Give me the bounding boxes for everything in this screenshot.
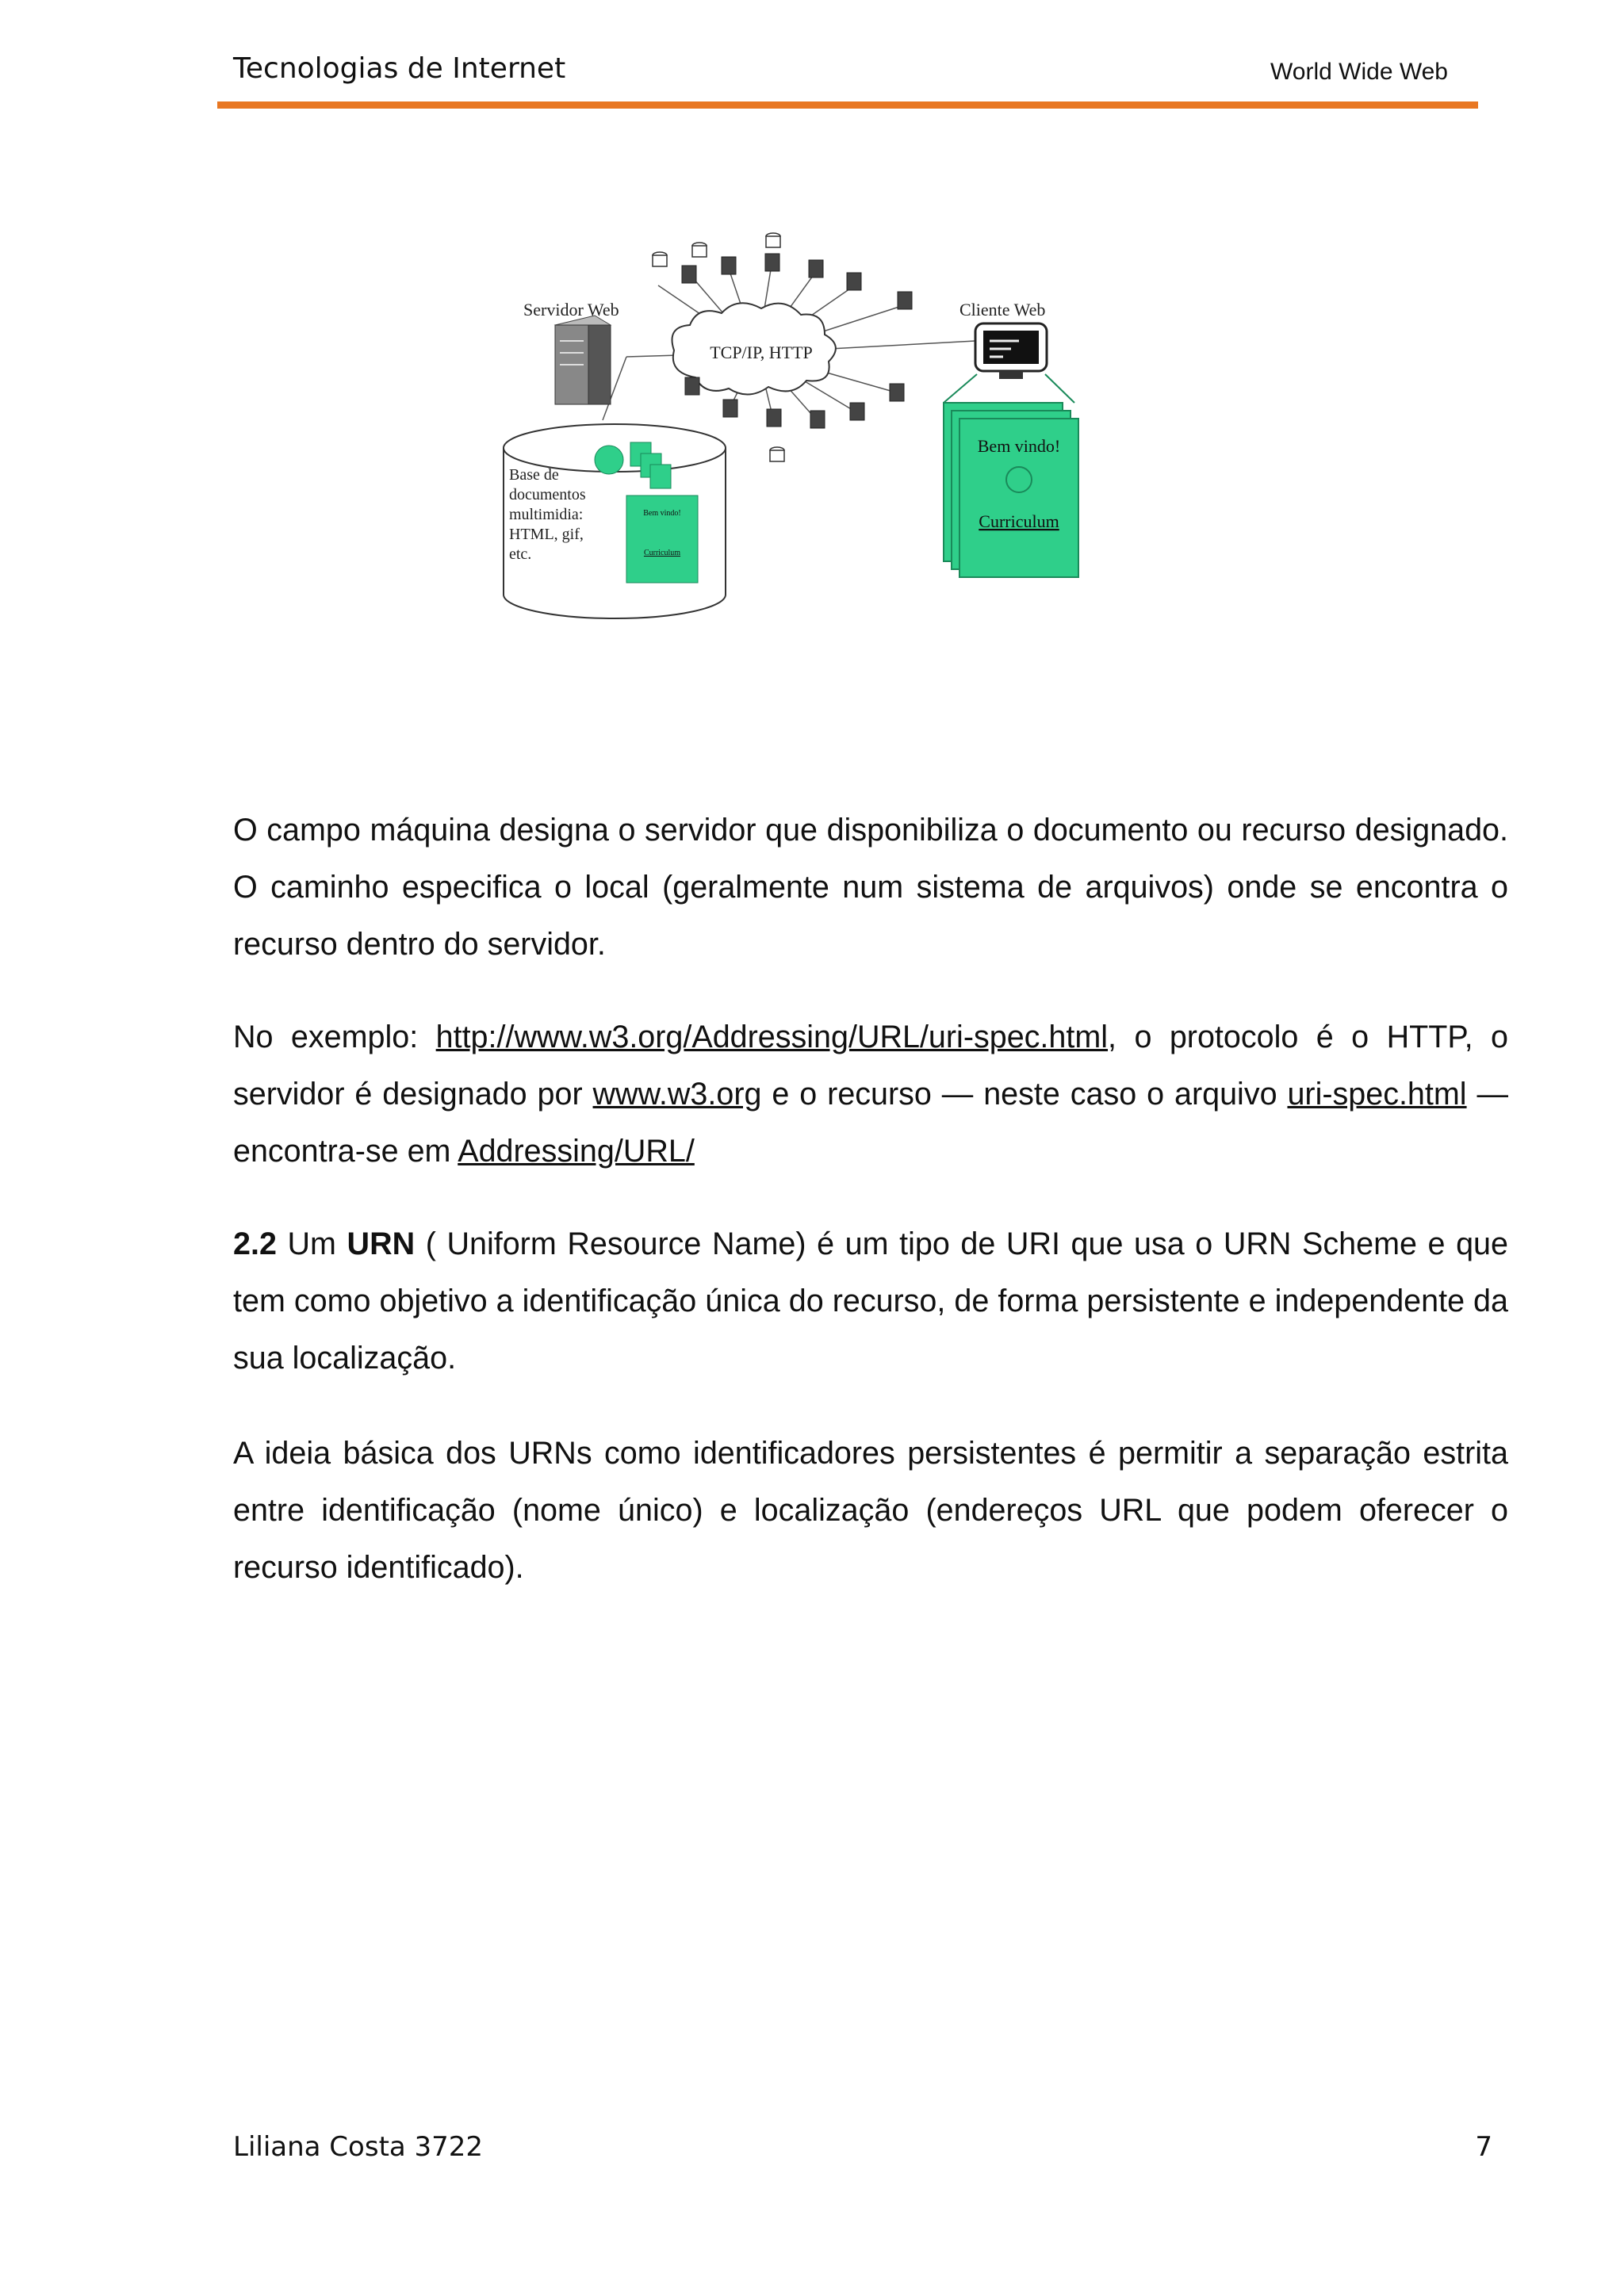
page-number: 7 bbox=[1475, 2131, 1492, 2163]
network-label: TCP/IP, HTTP bbox=[710, 342, 813, 362]
header-section: World Wide Web bbox=[1270, 59, 1448, 85]
server-icon bbox=[555, 316, 611, 404]
page-link: Curriculum bbox=[979, 511, 1059, 531]
paragraph-urn bbox=[233, 1215, 1508, 1387]
db-label-line: documentos bbox=[509, 486, 586, 503]
link-w3-server[interactable]: www.w3.org bbox=[592, 1077, 762, 1112]
link-addressing-path[interactable]: Addressing/URL/ bbox=[458, 1134, 695, 1169]
small-page-link: Curriculum bbox=[643, 549, 681, 557]
server-label: Servidor Web bbox=[523, 300, 619, 320]
section-number: 2.2 bbox=[233, 1226, 277, 1261]
paragraph-exemplo bbox=[233, 1008, 1508, 1180]
text: Um bbox=[276, 1226, 347, 1261]
db-label-line: Base de bbox=[509, 466, 559, 484]
www-architecture-diagram bbox=[492, 222, 1110, 634]
link-uri-spec-file[interactable]: uri-spec.html bbox=[1287, 1077, 1467, 1112]
text: ( Uniform Resource Name) é um tipo de URI que usa o URN Scheme e que tem como objetivo a identificação única do recurso, de forma persistente e independente da sua localização. bbox=[233, 1226, 1508, 1376]
text: No exemplo: bbox=[233, 1020, 436, 1054]
client-web-page bbox=[944, 374, 1078, 577]
client-label: Cliente Web bbox=[959, 300, 1046, 320]
db-label-line: HTML, gif, bbox=[509, 526, 584, 543]
client-monitor-icon bbox=[975, 323, 1047, 379]
header-title: Tecnologias de Internet bbox=[233, 52, 566, 85]
term-urn: URN bbox=[347, 1226, 416, 1261]
db-label-line: etc. bbox=[509, 545, 532, 563]
page-welcome: Bem vindo! bbox=[977, 436, 1061, 456]
link-uri-spec-url[interactable]: http://www.w3.org/Addressing/URL/uri-spec.html bbox=[435, 1020, 1109, 1054]
document-database bbox=[504, 424, 726, 618]
text: — encontra-se em bbox=[233, 1077, 1508, 1169]
db-label-line: multimidia: bbox=[509, 506, 584, 523]
header-rule bbox=[217, 101, 1478, 109]
text: , o protocolo é o HTTP, o servidor é designado por bbox=[233, 1020, 1508, 1112]
paragraph-campo-maquina: O campo máquina designa o servidor que disponibiliza o documento ou recurso designado. O caminho especifica o local (geralmente num sistema de arquivos) onde se encontra o recurso dentro do servidor. bbox=[233, 813, 1508, 962]
small-page-welcome: Bem vindo! bbox=[643, 509, 681, 518]
footer-author: Liliana Costa 3722 bbox=[233, 2131, 484, 2163]
paragraph-ideia-basica: A ideia básica dos URNs como identificadores persistentes é permitir a separação estrita entre identificação (nome único) e localização (endereços URL que podem oferecer o recurso identificado). bbox=[233, 1436, 1508, 1585]
text: e o recurso — neste caso o arquivo bbox=[761, 1077, 1288, 1112]
